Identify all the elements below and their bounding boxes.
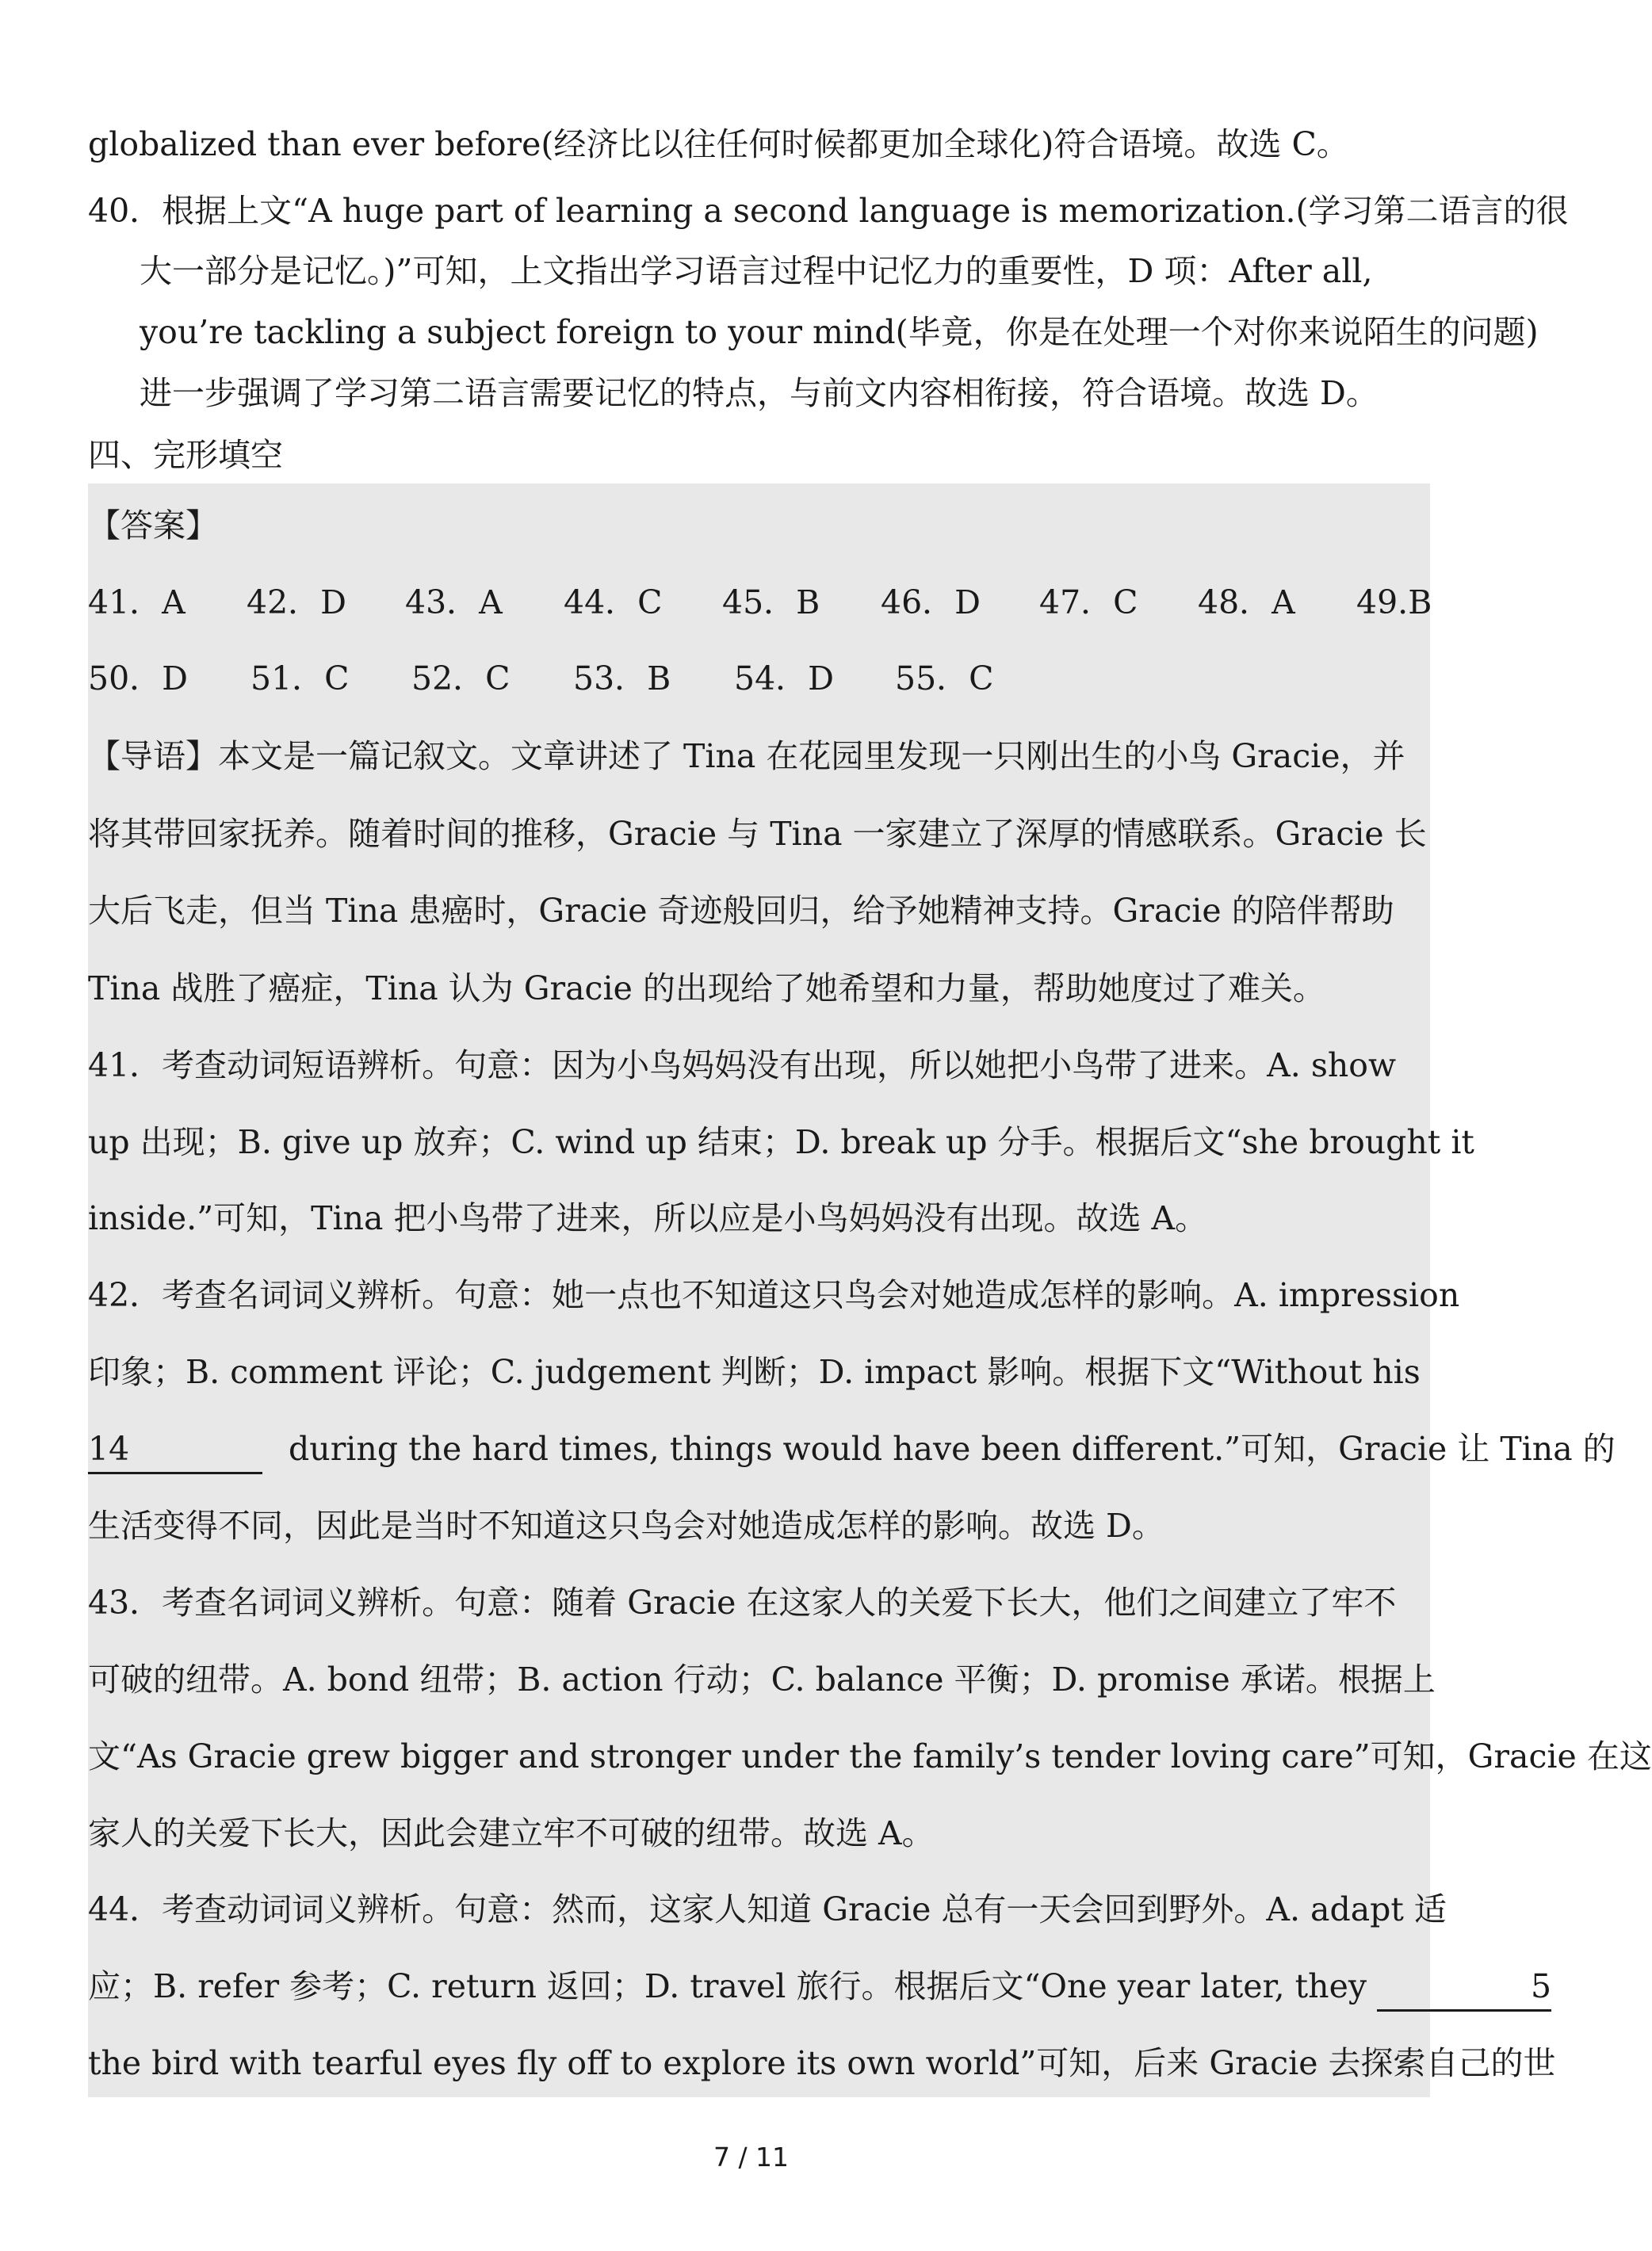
blank-5: 5 xyxy=(1377,1963,1551,2012)
answer-item: 50．D xyxy=(88,659,189,697)
answer-item: 49.B xyxy=(1356,583,1432,621)
q40-line: 40．根据上文“A huge part of learning a second language is memorization.(学习第二语言的很 xyxy=(88,192,1569,230)
answer-item: 41．A xyxy=(88,583,185,621)
q42-line-rest: during the hard times, things would have been different.”可知，Gracie 让 Tina 的 xyxy=(289,1430,1616,1468)
q42-line: 生活变得不同，因此是当时不知道这只鸟会对她造成怎样的影响。故选 D。 xyxy=(88,1507,1164,1545)
answer-item: 42．D xyxy=(247,583,347,621)
text-line: globalized than ever before(经济比以往任何时候都更加全球化)符合语境。故选 C。 xyxy=(88,125,1349,163)
q44-line xyxy=(88,1963,1551,2012)
answer-header: 【答案】 xyxy=(88,506,218,545)
answer-item: 46．D xyxy=(881,583,981,621)
section-title: 四、完形填空 xyxy=(88,436,283,474)
q44-line: the bird with tearful eyes fly off to explore its own world”可知，后来 Gracie 去探索自己的世 xyxy=(88,2044,1556,2082)
intro-line: 将其带回家抚养。随着时间的推移，Gracie 与 Tina 一家建立了深厚的情感联系。Gracie 长 xyxy=(88,815,1427,853)
q43-line: 可破的纽带。A. bond 纽带；B. action 行动；C. balance 平衡；D. promise 承诺。根据上 xyxy=(88,1661,1436,1699)
answer-item: 43．A xyxy=(405,583,503,621)
answer-item: 45．B xyxy=(722,583,820,621)
q43-line: 家人的关爱下长大，因此会建立牢不可破的纽带。故选 A。 xyxy=(88,1814,935,1852)
q40-line: 进一步强调了学习第二语言需要记忆的特点，与前文内容相衔接，符合语境。故选 D。 xyxy=(140,374,1379,412)
intro-line: 大后飞走，但当 Tina 患癌时，Gracie 奇迹般回归，给予她精神支持。Gracie 的陪伴帮助 xyxy=(88,892,1394,930)
answer-item: 51．C xyxy=(250,659,350,697)
q42-line xyxy=(88,1426,1616,1474)
answer-item: 47．C xyxy=(1039,583,1138,621)
q43-line: 43．考查名词词义辨析。句意：随着 Gracie 在这家人的关爱下长大，他们之间建立了牢不 xyxy=(88,1584,1397,1622)
q41-line: 41．考查动词短语辨析。句意：因为小鸟妈妈没有出现，所以她把小鸟带了进来。A. show xyxy=(88,1046,1397,1084)
q42-line: 印象；B. comment 评论；C. judgement 判断；D. impact 影响。根据下文“Without his xyxy=(88,1353,1421,1391)
blank-14: 14 xyxy=(88,1426,262,1474)
q42-line: 42．考查名词词义辨析。句意：她一点也不知道这只鸟会对她造成怎样的影响。A. impression xyxy=(88,1276,1460,1314)
page-number: 7 / 11 xyxy=(713,2142,790,2173)
q41-line: up 出现；B. give up 放弃；C. wind up 结束；D. break up 分手。根据后文“she brought it xyxy=(88,1123,1474,1161)
answer-item: 54．D xyxy=(734,659,835,697)
q40-line: you’re tackling a subject foreign to your mind(毕竟，你是在处理一个对你来说陌生的问题) xyxy=(140,313,1539,351)
answer-item: 48．A xyxy=(1198,583,1295,621)
q40-line: 大一部分是记忆。)”可知，上文指出学习语言过程中记忆力的重要性，D 项：After all, xyxy=(140,252,1373,290)
q43-line: 文“As Gracie grew bigger and stronger under the family’s tender loving care”可知，Gracie 在这 xyxy=(88,1737,1652,1775)
q41-line: inside.”可知，Tina 把小鸟带了进来，所以应是小鸟妈妈没有出现。故选 A。 xyxy=(88,1199,1208,1237)
answer-item: 53．B xyxy=(573,659,671,697)
q44-line-pre: 应；B. refer 参考；C. return 返回；D. travel 旅行。根据后文“One year later, they xyxy=(88,1967,1367,2005)
intro-line: 【导语】本文是一篇记叙文。文章讲述了 Tina 在花园里发现一只刚出生的小鸟 Gracie，并 xyxy=(88,737,1405,775)
q44-line: 44．考查动词词义辨析。句意：然而，这家人知道 Gracie 总有一天会回到野外。A. adapt 适 xyxy=(88,1890,1447,1928)
answer-item: 44．C xyxy=(564,583,663,621)
answer-item: 52．C xyxy=(411,659,511,697)
intro-line: Tina 战胜了癌症，Tina 认为 Gracie 的出现给了她希望和力量，帮助她度过了难关。 xyxy=(88,969,1325,1007)
answer-item: 55．C xyxy=(895,659,994,697)
